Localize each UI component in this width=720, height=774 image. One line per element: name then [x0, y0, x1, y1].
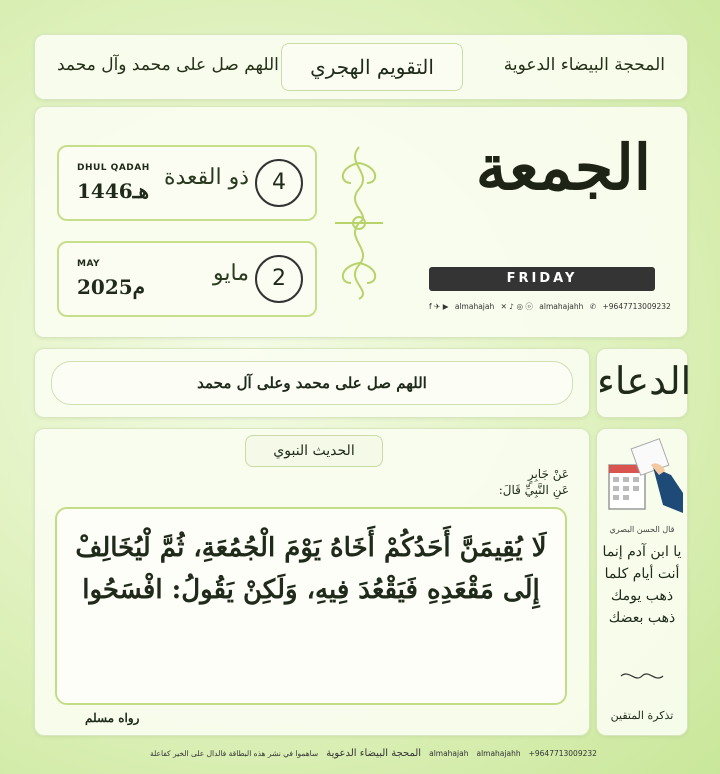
- dua-title-box: [596, 348, 692, 418]
- dua-panel: [34, 348, 590, 418]
- social-handles: [429, 301, 669, 312]
- reminder-card: [596, 428, 688, 736]
- narrator-line-2: عَنِ النَّبِيِّ قَالَ:: [498, 483, 569, 497]
- hijri-year: 1446هـ: [77, 179, 150, 203]
- salawat-text: اللهم صل على محمد وآل محمد: [57, 55, 279, 75]
- side-attribution: قال الحسن البصري: [609, 525, 675, 534]
- brand-logo-text: المحجة البيضاء الدعوية: [503, 55, 665, 75]
- footer-text: ساهموا في نشر هذه البطاقة فالدال على الخير كفاعلة: [150, 748, 319, 758]
- gregorian-day: 2: [255, 255, 303, 303]
- dua-text: اللهم صل على محمد وعلى آل محمد: [51, 361, 573, 405]
- social-icons: f ✈ ▶: [429, 302, 449, 311]
- hijri-month-english: DHUL QADAH: [77, 163, 150, 173]
- footer-social-handle-1: almahajah: [429, 748, 469, 758]
- hadith-source: رواه مسلم: [85, 711, 140, 725]
- hadith-text: لَا يُقِيمَنَّ أَحَدُكُمْ أَخَاهُ يَوْمَ الْجُمُعَةِ، ثُمَّ لْيُخَالِفْ إِلَى مَقْعَدِهِ فَيَقْعُدَ فِيهِ، وَلَكِنْ يَقُولُ: افْسَحُوا: [75, 533, 547, 605]
- social-handle-1: almahajah: [454, 302, 495, 311]
- dua-title: الدعاء: [597, 359, 692, 403]
- hijri-date-card: [57, 145, 317, 221]
- side-quote: يا ابن آدم إنما أنت أيام كلما ذهب يومك ذهب بعضك: [602, 544, 682, 626]
- header-banner: [34, 34, 688, 100]
- phone-number: +9647713009232: [602, 302, 671, 311]
- social-icons-2: ✕ ♪ ◎ ⓞ: [500, 302, 533, 311]
- social-handle-2: almahajahh: [539, 302, 584, 311]
- date-panel: [34, 106, 688, 338]
- gregorian-month-english: MAY: [77, 259, 101, 269]
- weekday-arabic: الجمعة: [475, 131, 651, 204]
- hadith-panel: [34, 428, 590, 736]
- footer-phone: +9647713009232: [528, 748, 597, 758]
- hijri-month-arabic: ذو القعدة: [163, 165, 249, 190]
- weekday-english: FRIDAY: [429, 267, 655, 291]
- footer: [150, 744, 597, 762]
- footer-logo: المحجة البيضاء الدعوية: [326, 747, 422, 759]
- ornament-divider-icon: [331, 143, 387, 303]
- side-caption: تذكرة المتقين: [610, 709, 674, 722]
- gregorian-month-arabic: مايو: [213, 261, 249, 286]
- gregorian-year: 2025م: [77, 275, 146, 299]
- hijri-day: 4: [255, 159, 303, 207]
- calendar-title: التقويم الهجري: [281, 43, 463, 91]
- gregorian-date-card: [57, 241, 317, 317]
- whatsapp-icon: ✆: [589, 302, 597, 311]
- narrator-line-1: عَنْ جَابِرٍ: [527, 467, 569, 481]
- hadith-text-box: [55, 507, 567, 705]
- flourish-icon: [619, 669, 665, 683]
- calendar-hand-icon: [605, 435, 685, 527]
- footer-social-handle-2: almahajahh: [476, 748, 521, 758]
- hadith-title: الحديث النبوي: [245, 435, 383, 467]
